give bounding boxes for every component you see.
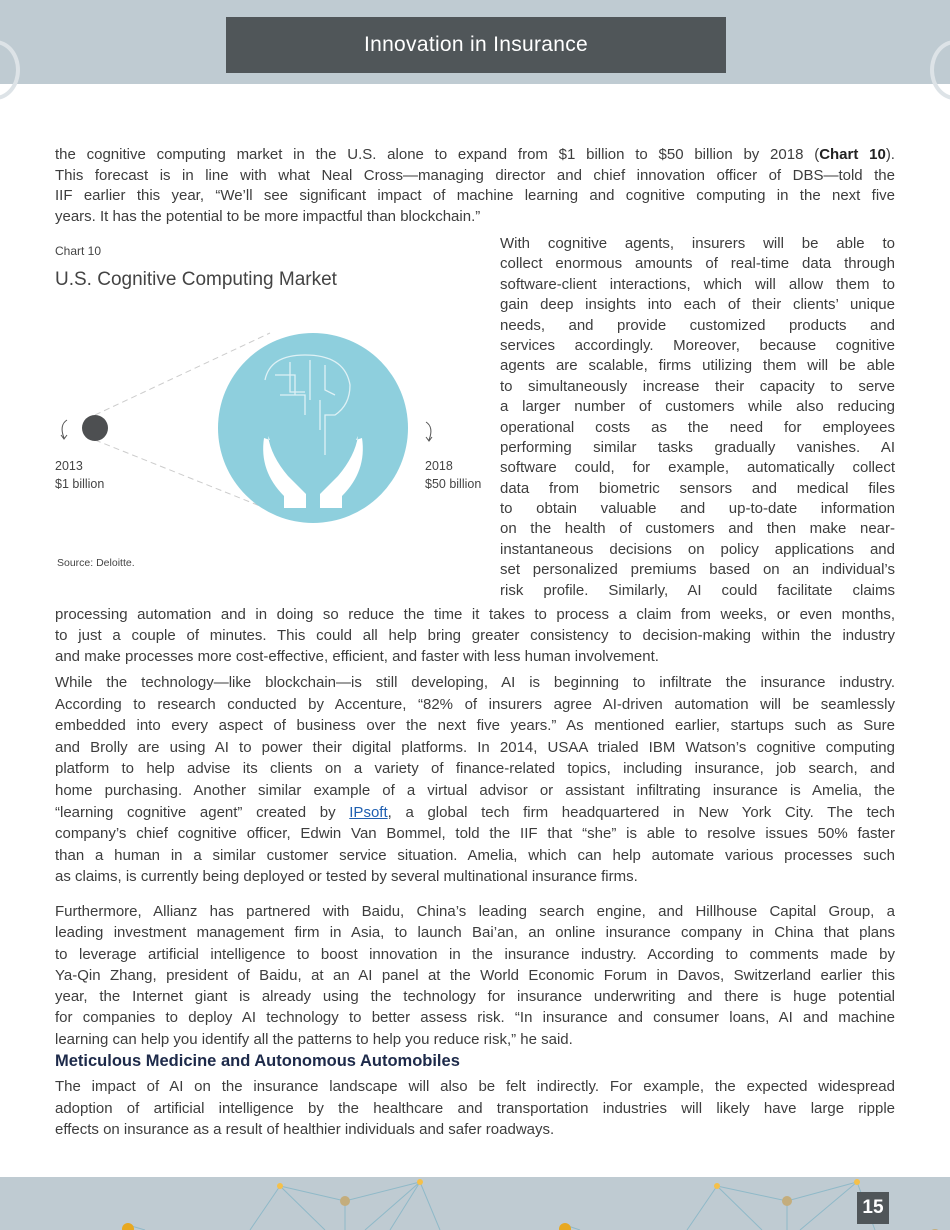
text-line: operational costs as the need for employees — [500, 418, 895, 436]
footer-band — [0, 1177, 950, 1230]
text-line: for companies to deploy AI technology to better assess risk. “In insurance and consumer loans, AI and machine — [55, 1009, 895, 1027]
text-line: years. It has the potential to be more impactful than blockchain.” — [55, 207, 481, 225]
point-year: 2018 — [425, 459, 453, 473]
text-line: set personalized premiums based on an individual’s — [500, 561, 895, 579]
text-line: a larger number of customers while also reducing — [500, 398, 895, 416]
text-line: learning can help you identify all the patterns to help you reduce risk,” he said. — [55, 1030, 573, 1048]
text-line: agents are scalable, firms utilizing them will be able — [500, 357, 895, 375]
text-line: collect enormous amounts of real-time data through — [500, 255, 895, 273]
text-segment: the cognitive computing market in the U.S. alone to expand from $1 billion to $50 billion by 2018 ( — [55, 146, 820, 163]
text-line: performing similar tasks gradually vanishes. AI — [500, 438, 895, 456]
text-line: and Brolly are using AI to power their digital platforms. In 2014, USAA trialed IBM Watson’s cognitive computing — [55, 738, 895, 756]
text-line: home purchasing. Another similar example of a virtual advisor or assistant infiltrating insurance is Amelia, the — [55, 781, 895, 799]
text-line: According to research conducted by Accenture, “82% of insurers agree AI-driven automation will be seamlessly — [55, 695, 895, 713]
text-line: leading investment management firm in Asia, to launch Bai’an, an online insurance company in China that plans — [55, 924, 895, 942]
text-line: software could, for example, automatically collect — [500, 459, 895, 477]
text-line: Furthermore, Allianz has partnered with Baidu, China’s leading search engine, and Hillhouse Capital Group, a — [55, 903, 895, 920]
point-year: 2013 — [55, 459, 83, 473]
text-line: effects on insurance as a result of healthier individuals and safer roadways. — [55, 1121, 555, 1139]
text-line: as claims, is currently being deployed or tested by several multinational insurance firms. — [55, 868, 638, 886]
curved-arrow-icon — [61, 420, 67, 439]
gear-icon — [930, 40, 950, 100]
text-line: to leverage artificial intelligence to boost innovation in the insurance industry. According to comments made by — [55, 945, 895, 963]
text-line: company’s chief cognitive officer, Edwin Van Bommel, told the IIF that “she” is able to resolve issues 50% faster — [55, 825, 895, 843]
intro-paragraph — [55, 145, 895, 227]
point-value: $50 billion — [425, 477, 482, 491]
text-line: While the technology—like blockchain—is still developing, AI is beginning to infiltrate the insurance industry. — [55, 674, 895, 691]
text-line: to simultaneously increase their capacity to serve — [500, 377, 895, 395]
text-line: adoption of artificial intelligence by the healthcare and transportation industries will likely have large ripple — [55, 1099, 895, 1117]
chart-label: Chart 10 — [55, 244, 102, 258]
text-line: With cognitive agents, insurers will be able to — [500, 235, 895, 252]
text-line: The impact of AI on the insurance landscape will also be felt indirectly. For example, the expected widespread — [55, 1078, 895, 1095]
text-segment: , a global tech firm headquartered in New York City. The tech — [387, 803, 895, 821]
point-value: $1 billion — [55, 477, 105, 491]
text-line: embedded into every aspect of business over the next five years.” As mentioned earlier, startups such as Sure — [55, 717, 895, 735]
text-line: software-client interactions, which will allow them to — [500, 275, 895, 293]
side-paragraph — [500, 234, 895, 601]
continuation-paragraph — [55, 604, 895, 667]
network-decoration — [0, 1177, 950, 1230]
text-line: This forecast is in line with what Neal Cross—managing director and chief innovation officer of DBS—told the — [55, 166, 895, 184]
text-line: and make processes more cost-effective, efficient, and faster with less human involvement. — [55, 648, 659, 665]
chart-reference: Chart 10 — [819, 146, 886, 163]
text-line — [55, 145, 895, 166]
paragraph — [55, 1076, 895, 1141]
text-line: IIF earlier this year, “We’ll see significant impact of machine learning and cognitive computing in the next five — [55, 187, 895, 204]
curved-arrow-icon — [426, 422, 432, 441]
text-line: services accordingly. Moreover, because cognitive — [500, 336, 895, 354]
small-market-circle — [82, 415, 108, 441]
chart-graphic — [40, 300, 490, 540]
text-line — [55, 802, 895, 824]
paragraph — [55, 672, 895, 888]
text-line: year, the Internet giant is already using the technology for insurance underwriting and there is huge potential — [55, 988, 895, 1006]
text-line: platform to help advise its clients on a variety of finance-related topics, including insurance, job search, and — [55, 760, 895, 778]
text-line: processing automation and in doing so reduce the time it takes to process a claim from weeks, or even months, — [55, 606, 895, 623]
text-line: on the health of customers and then make near- — [500, 520, 895, 538]
point-2013 — [55, 457, 104, 493]
page-number: 15 — [857, 1192, 889, 1224]
page-title: Innovation in Insurance — [226, 17, 726, 73]
text-line: data from biometric sensors and medical files — [500, 479, 895, 497]
text-segment: “learning cognitive agent” created by — [55, 803, 350, 821]
text-line: to just a couple of minutes. This could all help bring greater consistency to decision-making within the industry — [55, 627, 895, 644]
section-heading: Meticulous Medicine and Autonomous Automobiles — [55, 1052, 460, 1070]
chart-source: Source: Deloitte. — [57, 557, 135, 569]
text-line: gain deep insights into each of their clients’ unique — [500, 296, 895, 314]
point-2018 — [425, 457, 481, 493]
text-line: to obtain valuable and up-to-date information — [500, 500, 895, 518]
text-line: needs, and provide customized products and — [500, 316, 895, 334]
text-segment: ). — [885, 146, 895, 163]
ipsoft-link[interactable]: IPsoft — [349, 803, 388, 821]
paragraph — [55, 901, 895, 1050]
chart-title: U.S. Cognitive Computing Market — [55, 269, 337, 290]
large-market-circle — [218, 333, 408, 523]
text-line: Ya-Qin Zhang, president of Baidu, at an AI panel at the World Economic Forum in Davos, Switzerland earlier this — [55, 966, 895, 984]
text-line: than a human in a similar customer service situation. Amelia, which can help automate various processes such — [55, 846, 895, 864]
text-line: instantaneous decisions on policy applications and — [500, 540, 895, 558]
gear-icon — [0, 40, 20, 100]
text-line: risk profile. Similarly, AI could facilitate claims — [500, 581, 895, 599]
